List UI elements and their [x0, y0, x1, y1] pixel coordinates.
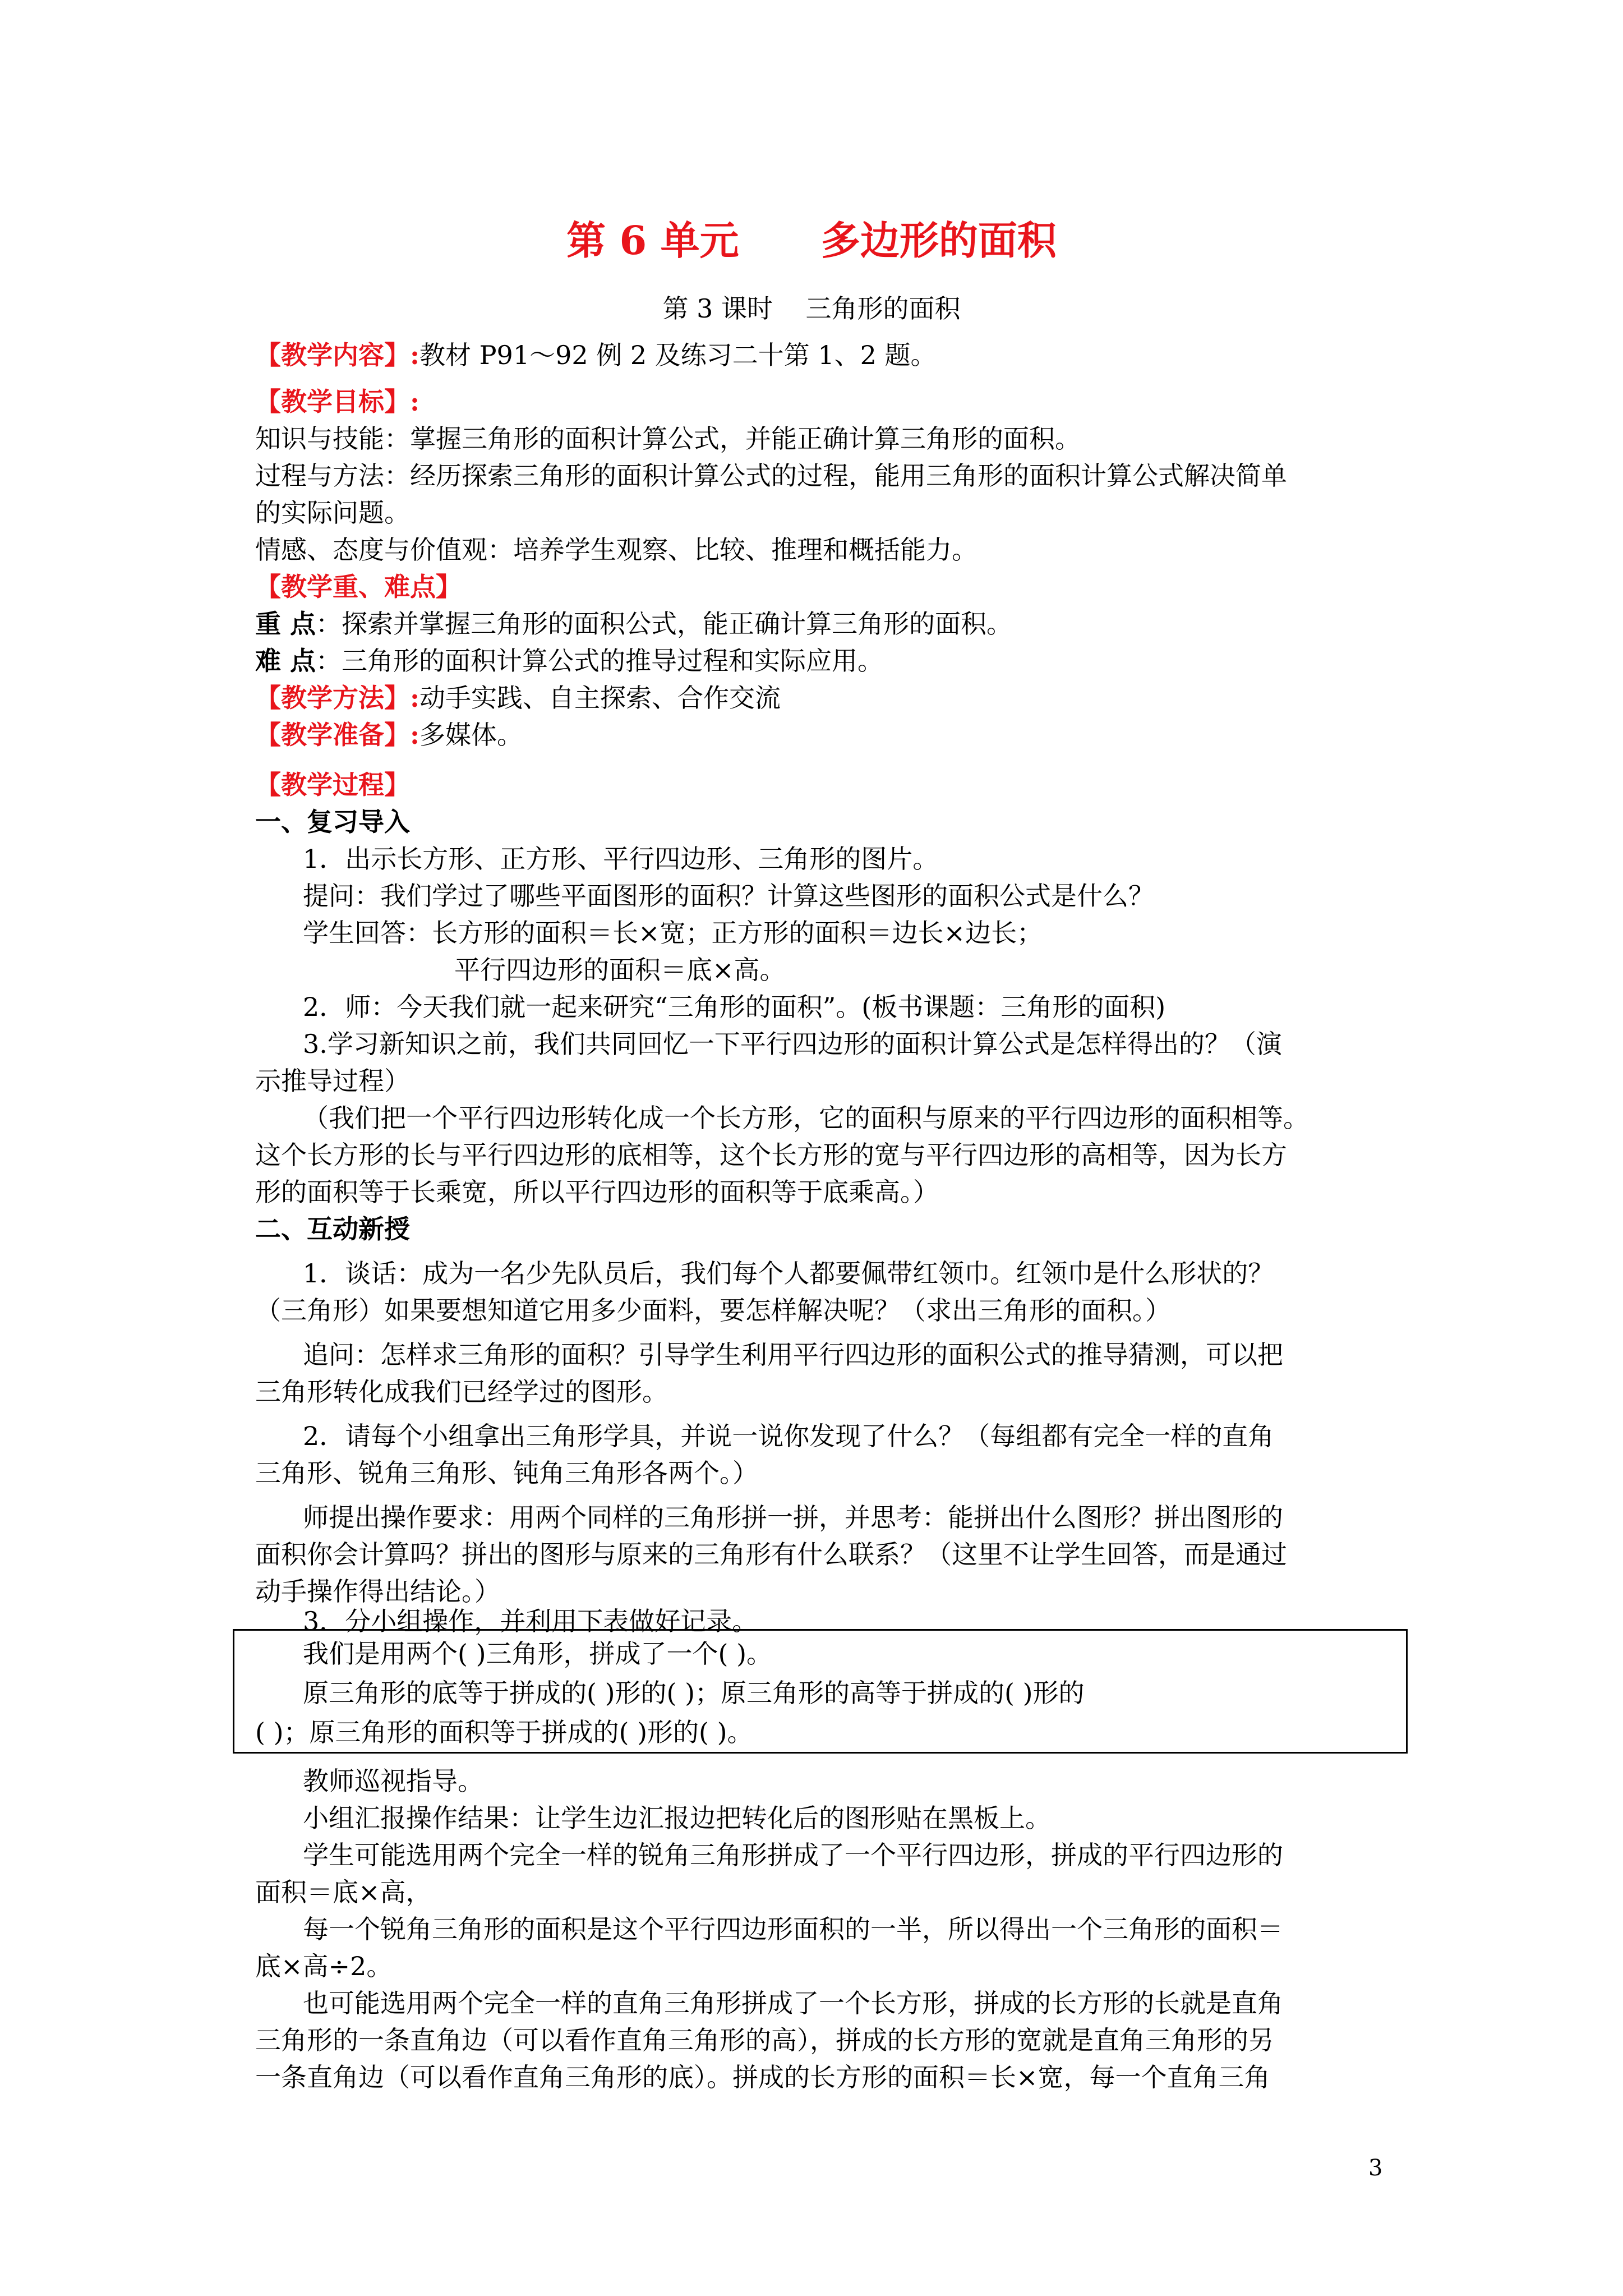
- method-label: 【教学方法】:: [255, 683, 419, 713]
- objective-process-line1: 过程与方法：经历探索三角形的面积计算公式的过程，能用三角形的面积计算公式解决简单: [255, 461, 1287, 491]
- section2-after-line: 面积＝底×高，: [255, 1877, 432, 1907]
- process-label: 【教学过程】: [255, 770, 410, 800]
- record-line: 原三角形的底等于拼成的( )形的( )；原三角形的高等于拼成的( )形的: [303, 1678, 1085, 1708]
- section2-after-line: 学生可能选用两个完全一样的锐角三角形拼成了一个平行四边形，拼成的平行四边形的: [303, 1840, 1283, 1870]
- section2-after-line: 一条直角边（可以看作直角三角形的底）。拼成的长方形的面积＝长×宽，每一个直角三角: [255, 2062, 1270, 2092]
- objective-knowledge: 知识与技能：掌握三角形的面积计算公式，并能正确计算三角形的面积。: [255, 424, 1081, 454]
- section2-line: 1．谈话：成为一名少先队员后，我们每个人都要佩带红领巾。红领巾是什么形状的？: [303, 1258, 1274, 1289]
- page-number: 3: [1368, 2155, 1383, 2181]
- section1-heading: 一、复习导入: [255, 807, 410, 837]
- section2-line: （三角形）如果要想知道它用多少面料，要怎样解决呢？（求出三角形的面积。）: [255, 1295, 1171, 1326]
- section2-line: 三角形、锐角三角形、钝角三角形各两个。）: [255, 1458, 758, 1488]
- section1-line: 提问：我们学过了哪些平面图形的面积？计算这些图形的面积公式是什么？: [303, 881, 1154, 911]
- method-line: [255, 679, 1399, 716]
- teaching-content-label: 【教学内容】:: [255, 340, 419, 370]
- section2-line: 面积你会计算吗？拼出的图形与原来的三角形有什么联系？（这里不让学生回答，而是通过: [255, 1539, 1287, 1570]
- objectives-label: 【教学目标】:: [255, 386, 419, 417]
- section1-line: 这个长方形的长与平行四边形的底相等，这个长方形的宽与平行四边形的高相等，因为长方: [255, 1140, 1287, 1170]
- section1-line: 学生回答：长方形的面积＝长×宽；正方形的面积＝边长×边长；: [303, 918, 1043, 948]
- section2-after-line: 教师巡视指导。: [303, 1766, 483, 1796]
- section1-line: 示推导过程）: [255, 1066, 410, 1096]
- objective-emotion: 情感、态度与价值观：培养学生观察、比较、推理和概括能力。: [255, 535, 978, 565]
- section1-line: 1．出示长方形、正方形、平行四边形、三角形的图片。: [303, 844, 939, 874]
- key-point-line: [255, 605, 1399, 642]
- section1-line: 3.学习新知识之前，我们共同回忆一下平行四边形的面积计算公式是怎样得出的？（演: [303, 1029, 1282, 1059]
- difficulty-label: 难 点: [255, 646, 316, 676]
- section2-line: 2．请每个小组拿出三角形学具，并说一说你发现了什么？（每组都有完全一样的直角: [303, 1421, 1274, 1451]
- difficulty-line: [255, 642, 1399, 679]
- lesson-subtitle: 第 3 课时 三角形的面积: [662, 293, 961, 324]
- key-point-text: ：探索并掌握三角形的面积公式，能正确计算三角形的面积。: [316, 609, 1013, 639]
- key-difficult-label: 【教学重、难点】: [255, 572, 462, 602]
- section2-after-line: 小组汇报操作结果：让学生边汇报边把转化后的图形贴在黑板上。: [303, 1803, 1051, 1833]
- record-line: 我们是用两个( )三角形，拼成了一个( )。: [303, 1639, 773, 1669]
- section2-after-line: 每一个锐角三角形的面积是这个平行四边形面积的一半，所以得出一个三角形的面积＝: [303, 1914, 1283, 1944]
- section1-line: 平行四边形的面积＝底×高。: [454, 955, 786, 985]
- section2-after-line: 也可能选用两个完全一样的直角三角形拼成了一个长方形，拼成的长方形的长就是直角: [303, 1988, 1283, 2018]
- difficulty-text: ：三角形的面积计算公式的推导过程和实际应用。: [316, 646, 884, 676]
- section2-line: 师提出操作要求：用两个同样的三角形拼一拼，并思考：能拼出什么图形？拼出图形的: [303, 1502, 1283, 1533]
- section2-line: 追问：怎样求三角形的面积？引导学生利用平行四边形的面积公式的推导猜测，可以把: [303, 1340, 1283, 1370]
- objective-process-line2: 的实际问题。: [255, 498, 410, 528]
- key-point-label: 重 点: [255, 609, 316, 639]
- teaching-content-text: 教材 P91～92 例 2 及练习二十第 1、2 题。: [419, 340, 937, 370]
- section2-heading: 二、互动新授: [255, 1214, 410, 1244]
- section1-line: （我们把一个平行四边形转化成一个长方形，它的面积与原来的平行四边形的面积相等。: [303, 1103, 1309, 1133]
- section2-line: 三角形转化成我们已经学过的图形。: [255, 1377, 668, 1407]
- section2-line: 动手操作得出结论。）: [255, 1576, 500, 1607]
- section2-after-line: 三角形的一条直角边（可以看作直角三角形的高），拼成的长方形的宽就是直角三角形的另: [255, 2025, 1274, 2055]
- prep-line: [255, 716, 1399, 753]
- record-line: ( )；原三角形的面积等于拼成的( )形的( )。: [255, 1717, 753, 1747]
- method-text: 动手实践、自主探索、合作交流: [419, 683, 781, 713]
- section2-after-line: 底×高÷2。: [255, 1951, 393, 1981]
- unit-title: 第 6 单元 多边形的面积: [566, 217, 1057, 264]
- section2-line: 3．分小组操作，并利用下表做好记录。: [303, 1606, 758, 1636]
- prep-text: 多媒体。: [419, 720, 523, 750]
- section1-line: 形的面积等于长乘宽，所以平行四边形的面积等于底乘高。）: [255, 1177, 939, 1207]
- section1-line: 2．师：今天我们就一起来研究“三角形的面积”。(板书课题：三角形的面积): [303, 992, 1166, 1022]
- teaching-content-line: [255, 337, 1399, 374]
- prep-label: 【教学准备】:: [255, 720, 419, 750]
